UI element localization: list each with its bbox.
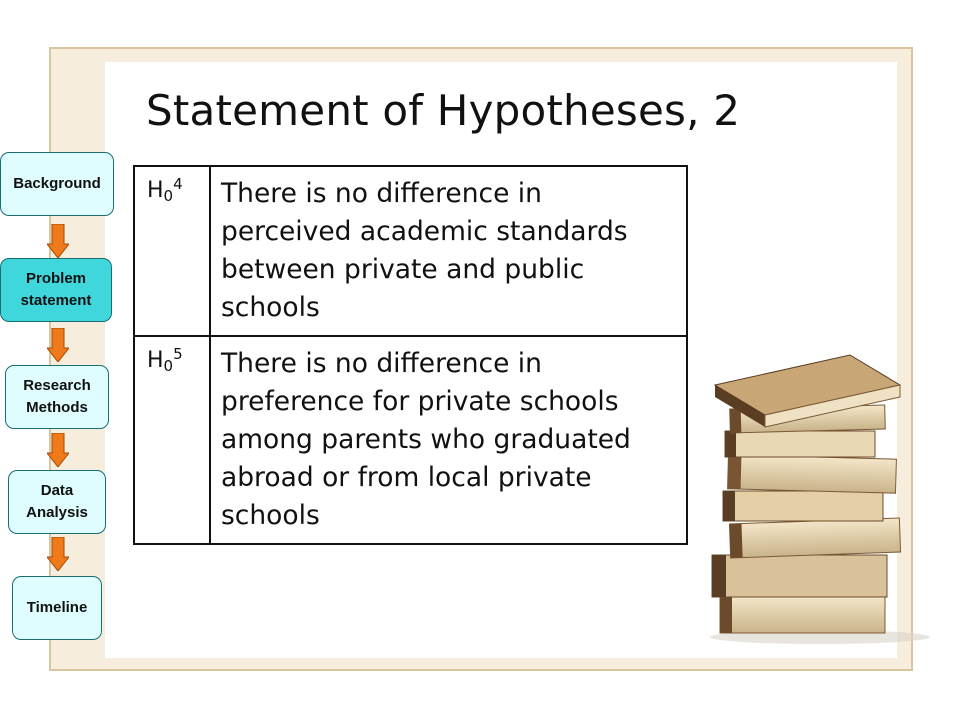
hypotheses-table	[133, 165, 688, 545]
nav-background-button[interactable]	[0, 152, 114, 216]
hypothesis-label	[134, 166, 210, 336]
nav-data-analysis-button[interactable]	[8, 470, 106, 534]
down-arrow-icon	[47, 224, 69, 258]
nav-problem-statement-button[interactable]	[0, 258, 112, 322]
table-row	[134, 336, 687, 544]
down-arrow-icon	[47, 537, 69, 571]
hypothesis-text: There is no difference in perceived academic standards between private and public schools	[210, 166, 687, 336]
hypothesis-label-subscript: 0	[163, 187, 174, 205]
hypothesis-text: There is no difference in preference for private schools among parents who graduated abroad or from local private schools	[210, 336, 687, 544]
table-row	[134, 166, 687, 336]
nav-label: Data Analysis	[26, 482, 88, 521]
hypothesis-label-superscript: 4	[173, 175, 183, 193]
hypothesis-label-base: H	[147, 348, 164, 373]
hypothesis-label-superscript: 5	[173, 345, 183, 363]
down-arrow-icon	[47, 328, 69, 362]
book-stack-illustration	[690, 345, 930, 645]
hypothesis-label-base: H	[147, 178, 164, 203]
nav-label: Timeline	[26, 599, 88, 616]
nav-timeline-button[interactable]	[12, 576, 102, 640]
nav-label: Problem statement	[20, 270, 92, 309]
nav-research-methods-button[interactable]	[5, 365, 109, 429]
slide-title: Statement of Hypotheses, 2	[146, 86, 741, 135]
hypothesis-label	[134, 336, 210, 544]
down-arrow-icon	[47, 433, 69, 467]
hypothesis-label-subscript: 0	[163, 357, 174, 375]
nav-label: Research Methods	[23, 377, 91, 416]
nav-label: Background	[13, 175, 101, 192]
